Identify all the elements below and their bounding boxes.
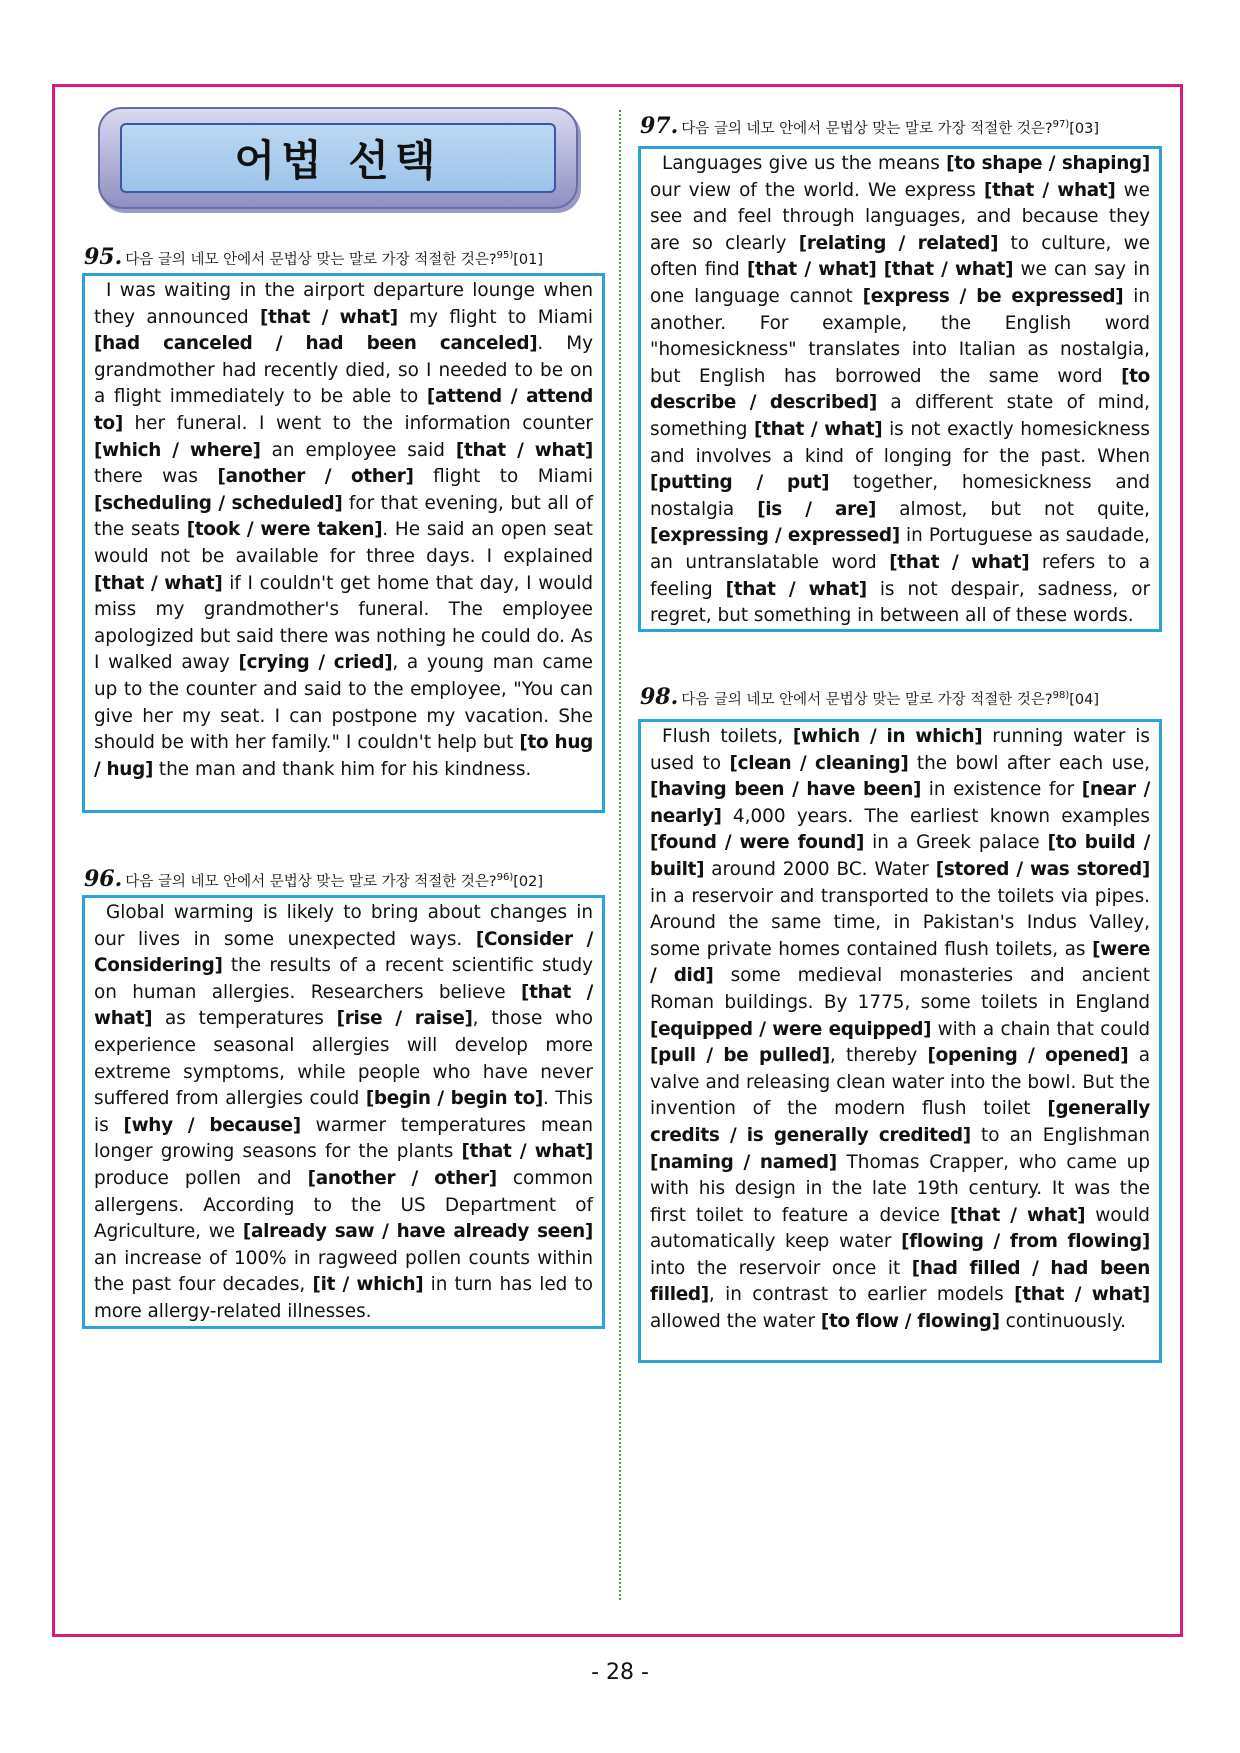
grammar-choice: [that / what] [754,418,883,440]
question-header-97 [640,113,1099,139]
grammar-choice: [to build / built] [650,832,1150,880]
passage-segment: into the reservoir once it [650,1257,912,1279]
passage-segment: some medieval monasteries and ancient Roman buildings. By 1775, some toilets in England [650,965,1151,1013]
passage-segment: her funeral. I went to the information counter [122,412,593,434]
title-banner-inner [120,123,556,193]
grammar-choice: [another / other] [307,1167,497,1189]
grammar-choice: [near / nearly] [650,779,1150,827]
passage-segment: the bowl after each use, [908,752,1150,774]
passage-segment: Thomas Crapper, who came up with his design in the late 19th century. It was the first toilet to feature a device [650,1151,1151,1226]
passage-segment: an increase of 100% in ragweed pollen counts within the past four decades, [94,1247,593,1296]
passage-text [94,900,593,1326]
passage-segment: produce pollen and [94,1167,308,1189]
passage-segment: . He said an open seat would not be available for three days. I explained [94,519,593,567]
question-instruction: 다음 글의 네모 안에서 문법상 맞는 말로 가장 적절한 것은? [125,874,497,890]
passage-text [650,151,1150,630]
grammar-choice: [relating / related] [798,232,999,254]
grammar-choice: [generally credits / is generally credited] [650,1098,1150,1146]
passage-segment: almost, but not quite, [876,498,1150,520]
grammar-choice: [flowing / from flowing] [901,1231,1150,1253]
question-header-95 [84,244,543,270]
grammar-choice: [it / which] [312,1274,424,1296]
passage-segment: , in contrast to earlier models [708,1284,1015,1306]
grammar-choice: [which / where] [94,439,261,461]
grammar-choice: [already saw / have already seen] [242,1221,593,1243]
grammar-choice: [that / what] [949,1204,1086,1226]
passage-text [650,724,1150,1336]
grammar-choice: [naming / named] [650,1151,837,1173]
passage-segment: my flight to Miami [397,306,593,328]
grammar-choice: [putting / put] [650,472,830,494]
passage-segment: running water is used to [650,726,1150,774]
passage-segment: in turn has led to more allergy-related illnesses. [94,1274,593,1322]
question-instruction: 다음 글의 네모 안에서 문법상 맞는 말로 가장 적절한 것은? [125,252,497,268]
grammar-choice: [begin / begin to] [365,1088,544,1110]
passage-segment: as temperatures [152,1008,337,1030]
title-banner [98,107,578,209]
passage-segment: in a reservoir and transported to the toilets via pipes. Around the same time, in Pakistan's Indus Valley, some private homes contained flush toilets, as [650,885,1150,960]
passage-segment: common allergens. According to the US Department of Agriculture, we [94,1167,594,1243]
question-ref: 97) [1052,119,1070,131]
grammar-choice: [to describe / described] [650,365,1150,414]
question-ref: 98) [1052,690,1070,702]
passage-segment: 4,000 years. The earliest known examples [721,805,1150,827]
passage-segment: refers to a feeling [650,551,1150,600]
grammar-choice: [to hug / hug] [94,732,593,780]
question-code: [02] [513,874,544,890]
passage-segment: allowed the water [650,1311,821,1333]
passage-segment: I was waiting in the airport departure lounge when they announced [94,280,593,328]
question-number: 97. [640,113,679,139]
passage-segment: continuously. [999,1311,1126,1333]
column-divider [619,110,621,1600]
grammar-choice: [that / what] [455,439,593,461]
passage-segment: for that evening, but all of the seats [94,492,593,541]
passage-segment: Global warming is likely to bring about changes in our lives in some unexpected ways. [94,902,593,950]
grammar-choice: [that / what] [260,306,398,328]
grammar-choice: [crying / cried] [238,652,393,674]
question-ref: 96) [496,872,514,884]
passage-segment: , a young man came up to the counter and said to the employee, "You can give her my seat. I can postpone my vacation. She should be with her family." I couldn't help but [94,652,593,754]
question-code: [03] [1069,121,1100,137]
grammar-choice: [that / what] [1014,1284,1150,1306]
grammar-choice: [clean / cleaning] [729,752,909,774]
page-title: 어법 선택 [234,136,442,185]
grammar-choice: [equipped / were equipped] [650,1018,932,1040]
passage-segment: with a chain that could [931,1018,1151,1040]
grammar-choice: [that / what] [889,551,1030,573]
passage-segment: the man and thank him for his kindness. [153,758,532,780]
passage-segment: there was [94,466,218,488]
passage-segment: warmer temperatures mean longer growing seasons for the plants [94,1114,593,1163]
grammar-choice: [that / what] [984,179,1116,201]
question-header-96 [84,866,543,892]
passage-segment: to culture, we often find [650,232,1150,281]
passage-segment: Languages give us the means [662,153,947,174]
grammar-choice: [why / because] [123,1114,301,1136]
passage-segment: the results of a recent scientific study on human allergies. Researchers believe [94,955,593,1003]
passage-segment: together, homesickness and nostalgia [650,472,1151,520]
passage-segment: in Portuguese as saudade, an untranslatable word [650,525,1150,573]
passage-segment: in a Greek palace [864,832,1048,854]
grammar-choice: [expressing / expressed] [650,525,900,547]
passage-segment: . My grandmother had recently died, so I needed to be on a flight immediately to be able to [94,333,593,408]
passage-segment: an employee said [260,439,456,461]
grammar-choice: [having been / have been] [650,779,922,801]
passage-text [94,278,593,783]
grammar-choice: [that / what] [746,259,877,281]
grammar-choice: [had canceled / had been canceled] [94,333,538,355]
grammar-choice: [had filled / had been filled] [650,1257,1150,1306]
passage-box-95 [82,273,605,813]
page-number: - 28 - [591,1660,649,1685]
passage-segment: , thereby [829,1045,928,1067]
question-number: 98. [640,684,679,710]
passage-segment: a different state of mind, something [650,392,1150,440]
passage-segment: in another. For example, the English word "homesickness" translates into Italian as nostalgia, but English has borrowed the same word [650,285,1150,387]
question-number: 95. [84,244,123,270]
grammar-choice: [which / in which] [792,726,983,747]
grammar-choice: [express / be expressed] [862,285,1124,307]
grammar-choice: [rise / raise] [336,1008,473,1030]
question-code: [04] [1069,692,1100,708]
grammar-choice: [Consider / Considering] [94,928,593,977]
grammar-choice: [took / were taken] [186,519,383,541]
grammar-choice: [another / other] [217,466,414,488]
grammar-choice: [to shape / shaping] [946,153,1150,174]
grammar-choice: [found / were found] [650,832,865,854]
passage-segment: would automatically keep water [650,1204,1150,1253]
passage-box-97 [638,146,1162,632]
passage-segment: to an Englishman [970,1124,1151,1146]
passage-box-96 [82,895,605,1329]
question-number: 96. [84,866,123,892]
passage-segment: if I couldn't get home that day, I would miss my grandmother's funeral. The employee apologized but said there was nothing he could do. As I walked away [94,572,593,674]
grammar-choice: [that / what] [94,981,593,1030]
passage-segment: flight to Miami [413,466,593,488]
passage-segment: Flush toilets, [662,726,793,747]
grammar-choice: [were / did] [650,938,1150,987]
passage-segment: in existence for [921,779,1082,801]
grammar-choice: [that / what] [883,259,1014,281]
grammar-choice: [that / what] [725,578,867,600]
passage-segment: . This is [94,1088,593,1136]
passage-segment: is not exactly homesickness and involves a kind of longing for the past. When [650,418,1150,467]
question-header-98 [640,684,1099,710]
passage-segment: we can say in one language cannot [650,259,1150,307]
grammar-choice: [attend / attend to] [94,386,593,434]
passage-segment: our view of the world. We express [650,179,985,201]
grammar-choice: [to flow / flowing] [820,1311,1000,1333]
grammar-choice: [that / what] [461,1141,593,1163]
passage-segment: around 2000 BC. Water [704,858,936,880]
grammar-choice: [stored / was stored] [935,858,1150,880]
question-code: [01] [513,252,544,268]
grammar-choice: [pull / be pulled] [650,1045,830,1067]
passage-segment: a valve and releasing clean water into the bowl. But the invention of the modern flush toilet [650,1045,1150,1120]
grammar-choice: [opening / opened] [927,1045,1129,1067]
passage-segment [876,259,883,280]
question-ref: 95) [496,250,514,262]
question-instruction: 다음 글의 네모 안에서 문법상 맞는 말로 가장 적절한 것은? [681,121,1053,137]
passage-segment: we see and feel through languages, and because they are so clearly [650,179,1150,254]
grammar-choice: [is / are] [757,498,877,520]
passage-box-98 [638,719,1162,1363]
grammar-choice: [that / what] [94,572,223,594]
grammar-choice: [scheduling / scheduled] [94,492,343,514]
question-instruction: 다음 글의 네모 안에서 문법상 맞는 말로 가장 적절한 것은? [681,692,1053,708]
passage-segment: is not despair, sadness, or regret, but something in between all of these words. [650,578,1151,627]
passage-segment: , those who experience seasonal allergies will develop more extreme symptoms, while people who have never suffered from allergies could [94,1008,593,1110]
